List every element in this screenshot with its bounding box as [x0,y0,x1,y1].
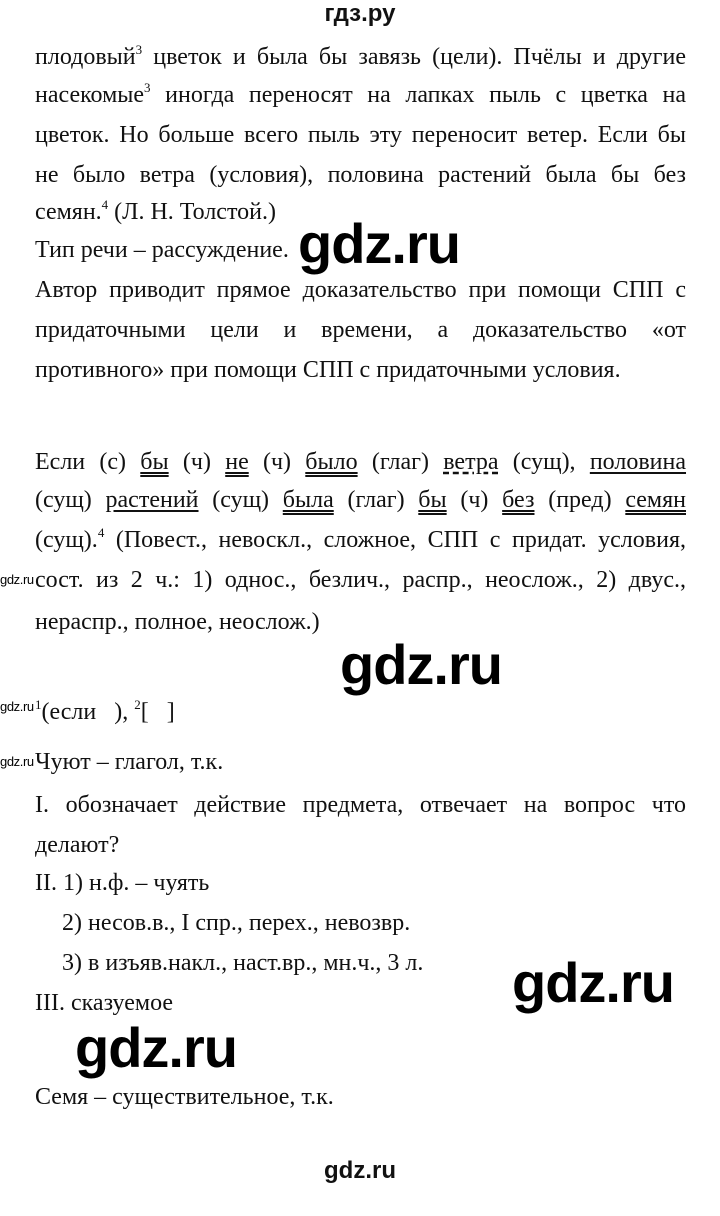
watermark-logo: gdz.ru [298,212,460,275]
text-line [35,37,686,77]
text-line: Семя – существительное, т.к. [35,1084,334,1110]
text-line: 3) в изъяв.накл., наст.вр., мн.ч., 3 л. [62,950,424,976]
word: плодовый [35,44,136,70]
text-line: противного» при помощи СПП с придаточными условия. [35,357,621,383]
parse-line [35,520,686,560]
superscript: 4 [97,525,105,540]
predicate-word: было [305,449,358,475]
text: (ч) [248,449,306,475]
predicate-word: семян [625,487,686,513]
text: (ч) [446,487,503,513]
watermark-logo: gdz.ru [340,633,502,696]
object-word: ветра [443,449,499,475]
text: (сущ). [35,527,98,553]
text: (Л. Н. Толстой.) [108,199,276,225]
text-line: придаточными цели и времени, а доказательство «от [35,317,686,343]
parse-line: сост. из 2 ч.: 1) однос., безлич., распр., неослож., 2) двус., [35,567,686,593]
predicate-word: бы [140,449,169,475]
watermark-small: gdz.ru [0,754,34,769]
site-footer: gdz.ru [324,1157,396,1184]
text-line: II. 1) н.ф. – чуять [35,870,210,896]
text: (глаг) [333,487,419,513]
superscript: 1 [35,697,42,712]
watermark-logo: gdz.ru [512,951,674,1014]
superscript: 3 [135,42,143,57]
parse-line [35,480,686,520]
text: иногда переносят на лапках пыль с цветка на [150,82,686,108]
text-line: III. сказуемое [35,990,174,1016]
text: (сущ) [35,487,106,513]
parse-line [35,442,686,482]
sentence-scheme [35,692,686,732]
text-line: цветок. Но больше всего пыль эту переносит ветер. Если бы [35,122,686,148]
text: (сущ), [498,449,590,475]
text-line: Автор приводит прямое доказательство при помощи СПП с [35,277,686,303]
text-line: делают? [35,832,120,858]
text: (Повест., невоскл., сложное, СПП с придат. условия, [104,527,686,553]
watermark-logo: gdz.ru [75,1016,237,1079]
predicate-word: без [502,487,535,513]
subject-word: растений [105,487,199,513]
word: семян. [35,199,102,225]
text: (пред) [534,487,626,513]
predicate-word: была [282,487,334,513]
superscript: 2 [134,697,141,712]
predicate-word: бы [418,487,447,513]
text: [ ] [140,699,175,725]
predicate-word: не [225,449,249,475]
text: (если ), [41,699,135,725]
text-line: I. обозначает действие предмета, отвечает на вопрос что [35,792,686,818]
parse-line: нераспр., полное, неослож.) [35,609,320,635]
text-line: Чуют – глагол, т.к. [35,749,224,775]
superscript: 4 [101,197,109,212]
site-header: гдз.ру [324,0,396,27]
speech-type: Тип речи – рассуждение. [35,237,289,263]
text-line: не было ветра (условия), половина растений была бы без [35,162,686,188]
word: насекомые [35,82,145,108]
watermark-small: gdz.ru [0,572,34,587]
text: (сущ) [198,487,283,513]
text: (глаг) [357,449,444,475]
watermark-small: gdz.ru [0,699,34,714]
superscript: 3 [144,80,151,95]
text: цветок и была бы завязь (цели). Пчёлы и другие [142,44,686,70]
text: (ч) [168,449,226,475]
text-line [35,75,686,115]
text: Если (с) [35,449,141,475]
text-line: 2) несов.в., I спр., перех., невозвр. [62,910,411,936]
subject-word: половина [589,449,687,475]
